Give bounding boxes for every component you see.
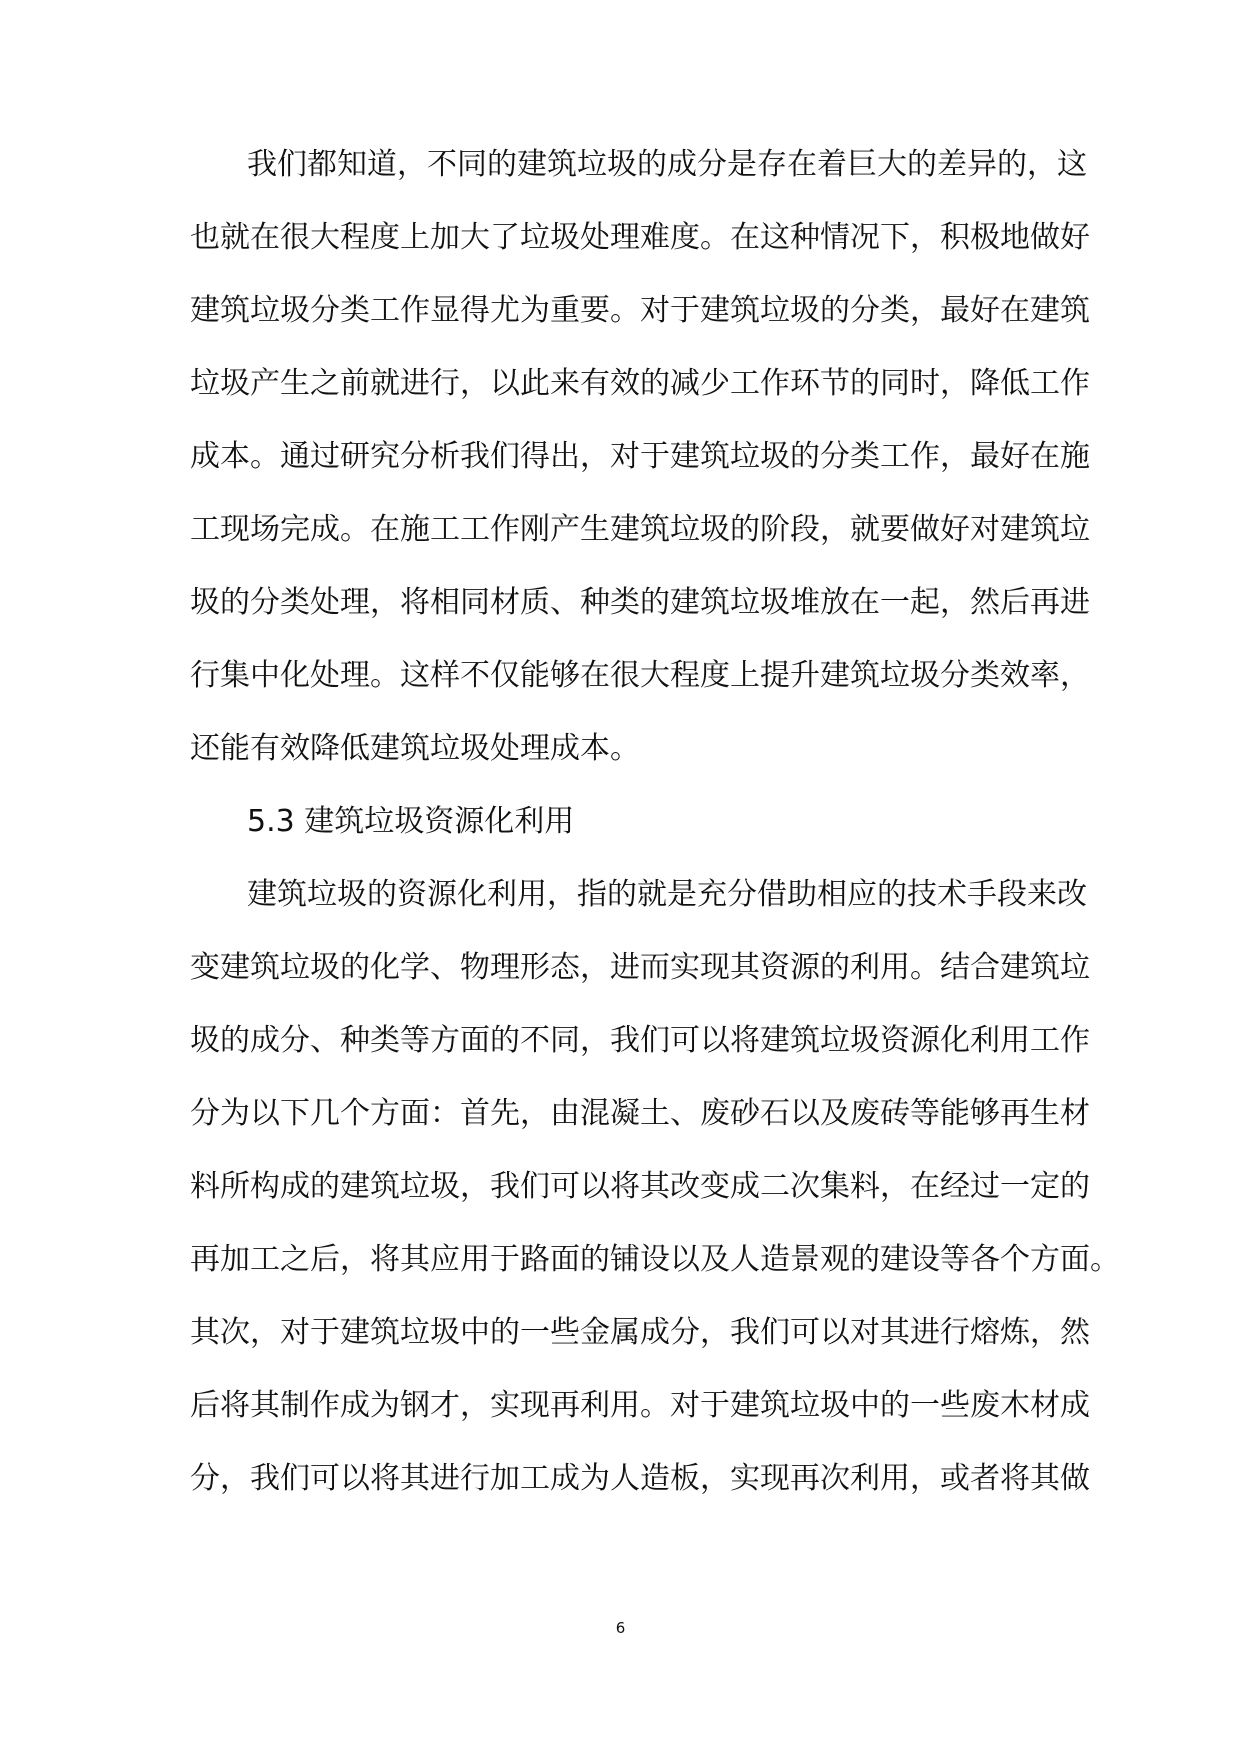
paragraph-1-line-6: 工现场完成。在施工工作刚产生建筑垃圾的阶段，就要做好对建筑垃 bbox=[190, 512, 1090, 547]
paragraph-2-line-7: 其次，对于建筑垃圾中的一些金属成分，我们可以对其进行熔炼，然 bbox=[190, 1315, 1090, 1350]
paragraph-2-line-2: 变建筑垃圾的化学、物理形态，进而实现其资源的利用。结合建筑垃 bbox=[190, 950, 1090, 985]
paragraph-1-line-5: 成本。通过研究分析我们得出，对于建筑垃圾的分类工作，最好在施 bbox=[190, 439, 1090, 474]
paragraph-2-line-3: 圾的成分、种类等方面的不同，我们可以将建筑垃圾资源化利用工作 bbox=[190, 1023, 1090, 1058]
paragraph-2-line-5: 料所构成的建筑垃圾，我们可以将其改变成二次集料，在经过一定的 bbox=[190, 1169, 1090, 1204]
paragraph-2-line-4: 分为以下几个方面：首先，由混凝土、废砂石以及废砖等能够再生材 bbox=[190, 1096, 1090, 1131]
paragraph-1-line-4: 垃圾产生之前就进行，以此来有效的减少工作环节的同时，降低工作 bbox=[190, 366, 1090, 401]
paragraph-2-line-1: 建筑垃圾的资源化利用，指的就是充分借助相应的技术手段来改 bbox=[247, 877, 1087, 912]
paragraph-1-line-8: 行集中化处理。这样不仅能够在很大程度上提升建筑垃圾分类效率， bbox=[190, 658, 1090, 693]
paragraph-2-line-8: 后将其制作成为钢才，实现再利用。对于建筑垃圾中的一些废木材成 bbox=[190, 1388, 1090, 1423]
paragraph-1-line-2: 也就在很大程度上加大了垃圾处理难度。在这种情况下，积极地做好 bbox=[190, 220, 1090, 255]
paragraph-2-line-9: 分，我们可以将其进行加工成为人造板，实现再次利用，或者将其做 bbox=[190, 1461, 1090, 1496]
paragraph-2-line-6: 再加工之后，将其应用于路面的铺设以及人造景观的建设等各个方面。 bbox=[190, 1242, 1120, 1277]
paragraph-1-line-9: 还能有效降低建筑垃圾处理成本。 bbox=[190, 731, 640, 766]
paragraph-1-line-7: 圾的分类处理，将相同材质、种类的建筑垃圾堆放在一起，然后再进 bbox=[190, 585, 1090, 620]
paragraph-1-line-1: 我们都知道，不同的建筑垃圾的成分是存在着巨大的差异的，这 bbox=[247, 147, 1087, 182]
page-number: 6 bbox=[615, 1619, 626, 1637]
section-heading: 5.3 建筑垃圾资源化利用 bbox=[247, 804, 575, 839]
paragraph-1-line-3: 建筑垃圾分类工作显得尤为重要。对于建筑垃圾的分类，最好在建筑 bbox=[190, 293, 1090, 328]
